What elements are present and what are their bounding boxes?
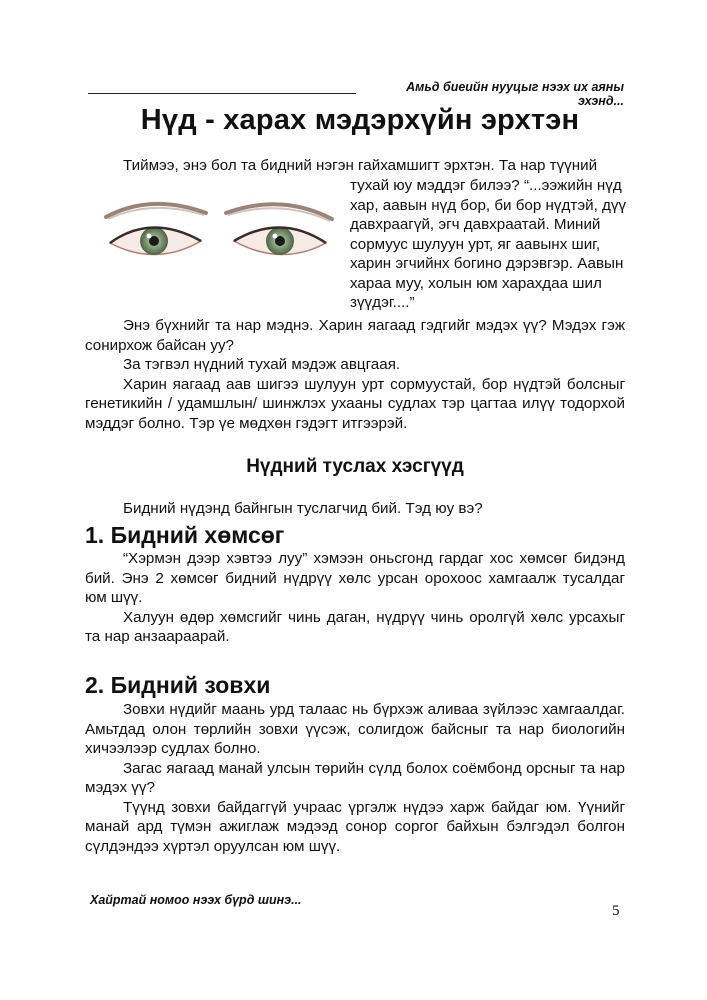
paragraph: Харин яагаад аав шигээ шулуун урт сормуустай, бор нүдтэй болсныг генетикийн / удамшлын/ шинжлэх ухааны судлах тэр цагтаа илүү тодорхой мэддэг болно. Тэр үе мөдхөн гэдэгт итгээрэй. — [85, 375, 625, 432]
paragraph: Халуун өдөр хөмсгийг чинь даган, нүдрүү чинь оролгүй хөлс урсахыг та нар анзаараарай. — [85, 608, 625, 645]
eyebrows-section — [85, 549, 625, 647]
intro-line — [123, 156, 628, 176]
section-intro — [85, 316, 625, 433]
page-number: 5 — [612, 903, 620, 919]
paragraph: Энэ бүхнийг та нар мэднэ. Харин яагаад гэдгийг мэдэх үү? Мэдэх гэж сонирхож байсан уу? — [85, 317, 625, 354]
header-divider — [88, 93, 356, 94]
paragraph: Загас яагаад манай улсын төрийн сүлд болох соёмбонд орсныг та нар мэдэх үү? — [85, 759, 625, 796]
footer-slogan: Хайртай номоо нээх бүрд шинэ... — [90, 893, 302, 907]
intro-sentence: Тиймээ, энэ бол та бидний нэгэн гайхамшигт эрхтэн. Та нар түүний — [123, 157, 598, 174]
paragraph: За тэгвэл нүдний тухай мэдэж авцгаая. — [123, 356, 401, 373]
paragraph: “Хэрмэн дээр хэвтээ луу” хэмээн оньсгонд гардаг хос хөмсөг бидэнд бий. Энэ 2 хөмсөг бидний нүдрүү хөлс урсан орохоос хамгаалж тусалдаг юм шүү. — [85, 550, 625, 606]
helpers-intro — [85, 499, 625, 519]
paragraph: Зовхи нүдийг маань урд талаас нь бүрхэж аливаа зүйлээс хамгаалдаг. Амьтдад олон төрлийн зовхи үүсэж, солигдож байсныг та нар биологийн хичээлээр судлах болно. — [85, 701, 625, 757]
running-header: Амьд биеийн нууцыг нээх их аяны эхэнд... — [406, 80, 624, 108]
paragraph: Түүнд зовхи байдаггүй учраас үргэлж нүдээ харж байдаг юм. Үүнийг манай ард түмэн ажиглаж мэдээд сонор соргог байхын бэлгэдэл болгон сүлдэндээ хүртэл оруулсан юм шүү. — [85, 798, 625, 855]
eyelids-section — [85, 700, 625, 856]
page-title: Нүд - харах мэдэрхүйн эрхтэн — [140, 104, 580, 136]
paragraph: Бидний нүдэнд байнгын туслагчид бий. Тэд юу вэ? — [123, 500, 483, 517]
subheading: Нүдний туслах хэсгүүд — [246, 456, 464, 477]
eyes-illustration — [96, 195, 341, 275]
heading-eyelids: 2. Бидний зовхи — [85, 672, 271, 698]
child-quote: тухай юу мэддэг билээ? “...ээжийн нүд хар, аавын нүд бор, би бор нүдтэй, дүү давхраагүй, эгч давхраатай. Миний сормуус шулуун урт, яг аавынх шиг, харин эгчийнх богино дэрэвгэр. Аавын хараа муу, холын юм харахдаа шил зүүдэг....” — [350, 177, 627, 311]
heading-eyebrows: 1. Бидний хөмсөг — [85, 522, 285, 548]
